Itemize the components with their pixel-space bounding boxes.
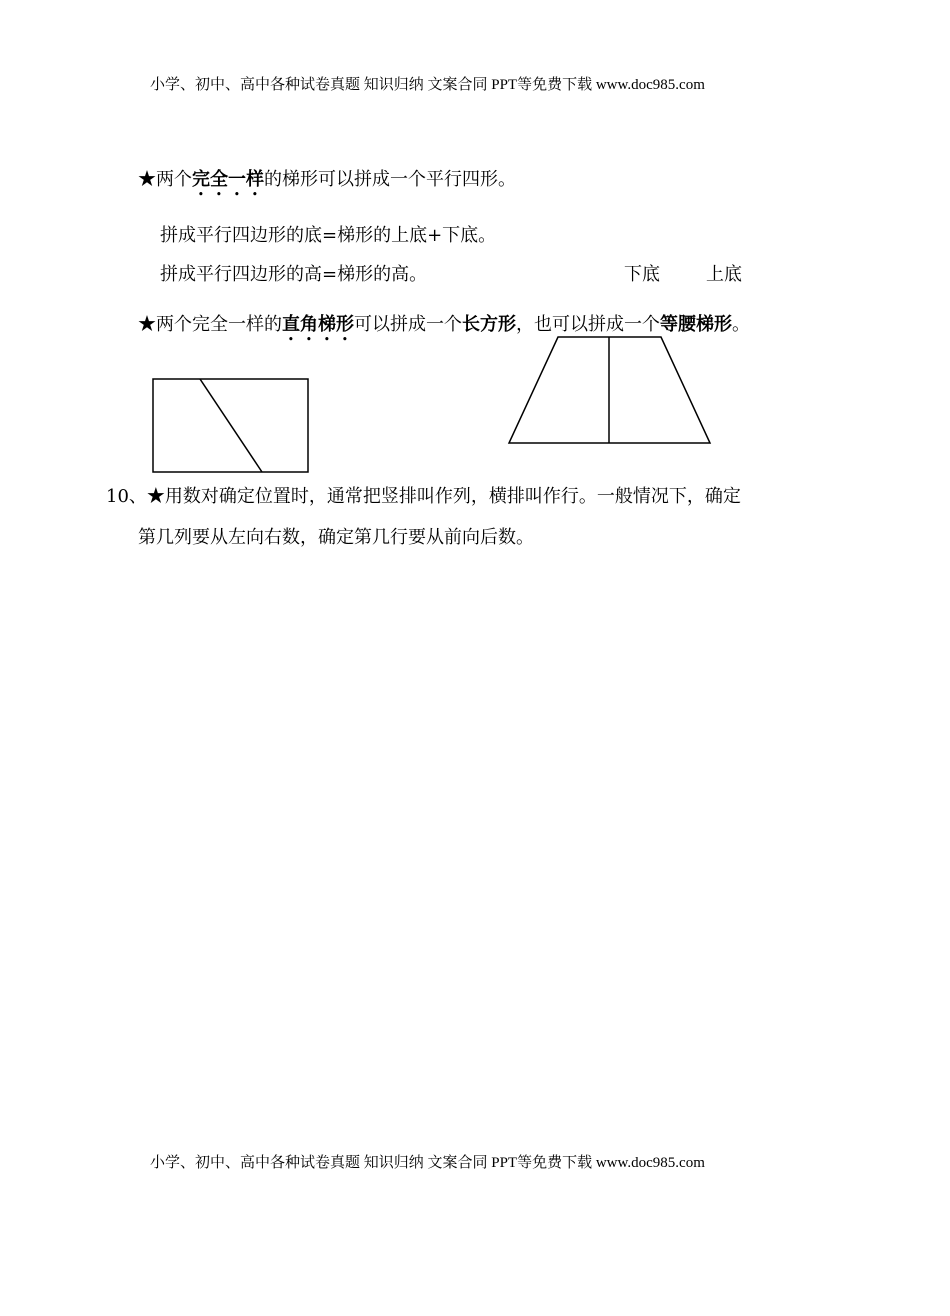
text: ★两个完全一样的: [138, 314, 282, 335]
label-upper-base: 上底: [706, 264, 742, 285]
text: ，也可以拼成一个: [516, 314, 660, 335]
text: 的梯形可以拼成一个平行四形。: [264, 169, 516, 190]
item-10-line2: 第几列要从左向右数，确定第几行要从前向后数。: [138, 527, 534, 548]
text: 。: [732, 314, 750, 335]
item-10-line1: 10、★用数对确定位置时，通常把竖排叫作列，横排叫作行。一般情况下，确定: [106, 486, 741, 507]
emphasis-text: 完全一样: [192, 169, 264, 190]
text: ★两个: [138, 169, 192, 190]
page-footer: 小学、初中、高中各种试卷真题 知识归纳 文案合同 PPT等免费下载 www.doc985.com: [150, 1155, 705, 1171]
emphasis-text: 直角梯形: [282, 314, 354, 335]
text: 可以拼成一个: [354, 314, 462, 335]
label-lower-base: 下底: [624, 264, 660, 285]
rule-base: 拼成平行四边形的底=梯形的上底+下底。: [160, 225, 497, 246]
bold-text: 等腰梯形: [660, 314, 732, 335]
figures: [0, 0, 950, 600]
rule-height: 拼成平行四边形的高=梯形的高。: [160, 264, 428, 285]
bold-text: 长方形: [462, 314, 516, 335]
page-header: 小学、初中、高中各种试卷真题 知识归纳 文案合同 PPT等免费下载 www.doc985.com: [150, 77, 705, 93]
isosceles-trapezoid-figure: [509, 337, 710, 443]
rectangle-figure: [153, 379, 308, 472]
